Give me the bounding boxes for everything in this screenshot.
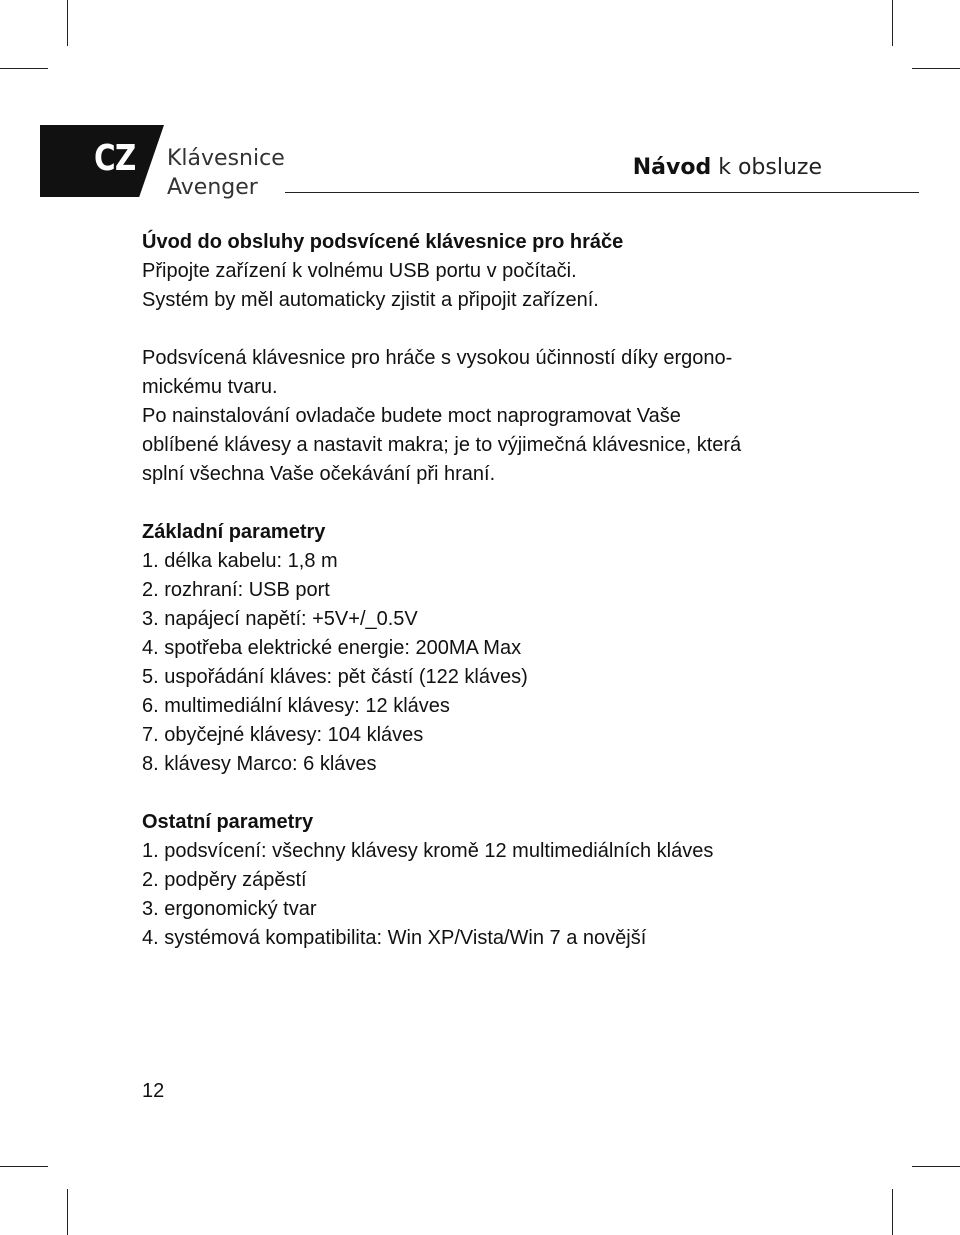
header-divider <box>285 192 919 193</box>
list-item: 1. podsvícení: všechny klávesy kromě 12 multimediálních kláves <box>142 840 714 862</box>
list-item: 4. systémová kompatibilita: Win XP/Vista/Win 7 a novější <box>142 927 647 949</box>
list-item: 3. ergonomický tvar <box>142 898 317 920</box>
crop-mark-top-left-horizontal <box>0 68 48 69</box>
product-name-line1: Klávesnice <box>167 146 285 171</box>
intro-para2-line-2: mickému tvaru. <box>142 376 278 398</box>
page-number: 12 <box>142 1080 165 1102</box>
page-content <box>142 228 832 953</box>
product-name <box>167 144 285 202</box>
manual-title-bold: Návod <box>632 155 712 180</box>
intro-para3-line-2: oblíbené klávesy a nastavit makra; je to výjimečná klávesnice, která <box>142 434 742 456</box>
language-code: CZ <box>94 138 136 179</box>
manual-title-rest: k obsluze <box>718 155 822 180</box>
intro-para3-line-1: Po nainstalování ovladače budete moct naprogramovat Vaše <box>142 405 681 427</box>
list-item: 8. klávesy Marco: 6 kláves <box>142 753 377 775</box>
list-item: 4. spotřeba elektrické energie: 200MA Max <box>142 637 522 659</box>
intro-heading: Úvod do obsluhy podsvícené klávesnice pro hráče <box>142 231 624 253</box>
list-item: 7. obyčejné klávesy: 104 kláves <box>142 724 424 746</box>
list-item: 2. podpěry zápěstí <box>142 869 307 891</box>
crop-mark-top-left-vertical <box>67 0 68 46</box>
other-params-list <box>142 837 832 953</box>
intro-line-1: Připojte zařízení k volnému USB portu v počítači. <box>142 260 577 282</box>
spacer <box>142 315 832 344</box>
crop-mark-bottom-right-horizontal <box>912 1166 960 1167</box>
intro-para3-line-3: splní všechna Vaše očekávání při hraní. <box>142 463 496 485</box>
intro-line-2: Systém by měl automaticky zjistit a připojit zařízení. <box>142 289 599 311</box>
list-item: 2. rozhraní: USB port <box>142 579 330 601</box>
spacer <box>142 489 832 518</box>
spacer <box>142 779 832 808</box>
product-name-line2: Avenger <box>167 175 258 200</box>
other-params-heading: Ostatní parametry <box>142 811 314 833</box>
crop-mark-bottom-right-vertical <box>892 1189 893 1235</box>
manual-title <box>633 155 822 180</box>
basic-params-list <box>142 547 832 779</box>
crop-mark-bottom-left-horizontal <box>0 1166 48 1167</box>
crop-mark-top-right-horizontal <box>912 68 960 69</box>
list-item: 5. uspořádání kláves: pět částí (122 kláves) <box>142 666 528 688</box>
list-item: 3. napájecí napětí: +5V+/_0.5V <box>142 608 418 630</box>
list-item: 1. délka kabelu: 1,8 m <box>142 550 338 572</box>
crop-mark-bottom-left-vertical <box>67 1189 68 1235</box>
list-item: 6. multimediální klávesy: 12 kláves <box>142 695 450 717</box>
intro-para2-line-1: Podsvícená klávesnice pro hráče s vysokou účinností díky ergono- <box>142 347 733 369</box>
crop-mark-top-right-vertical <box>892 0 893 46</box>
basic-params-heading: Základní parametry <box>142 521 326 543</box>
